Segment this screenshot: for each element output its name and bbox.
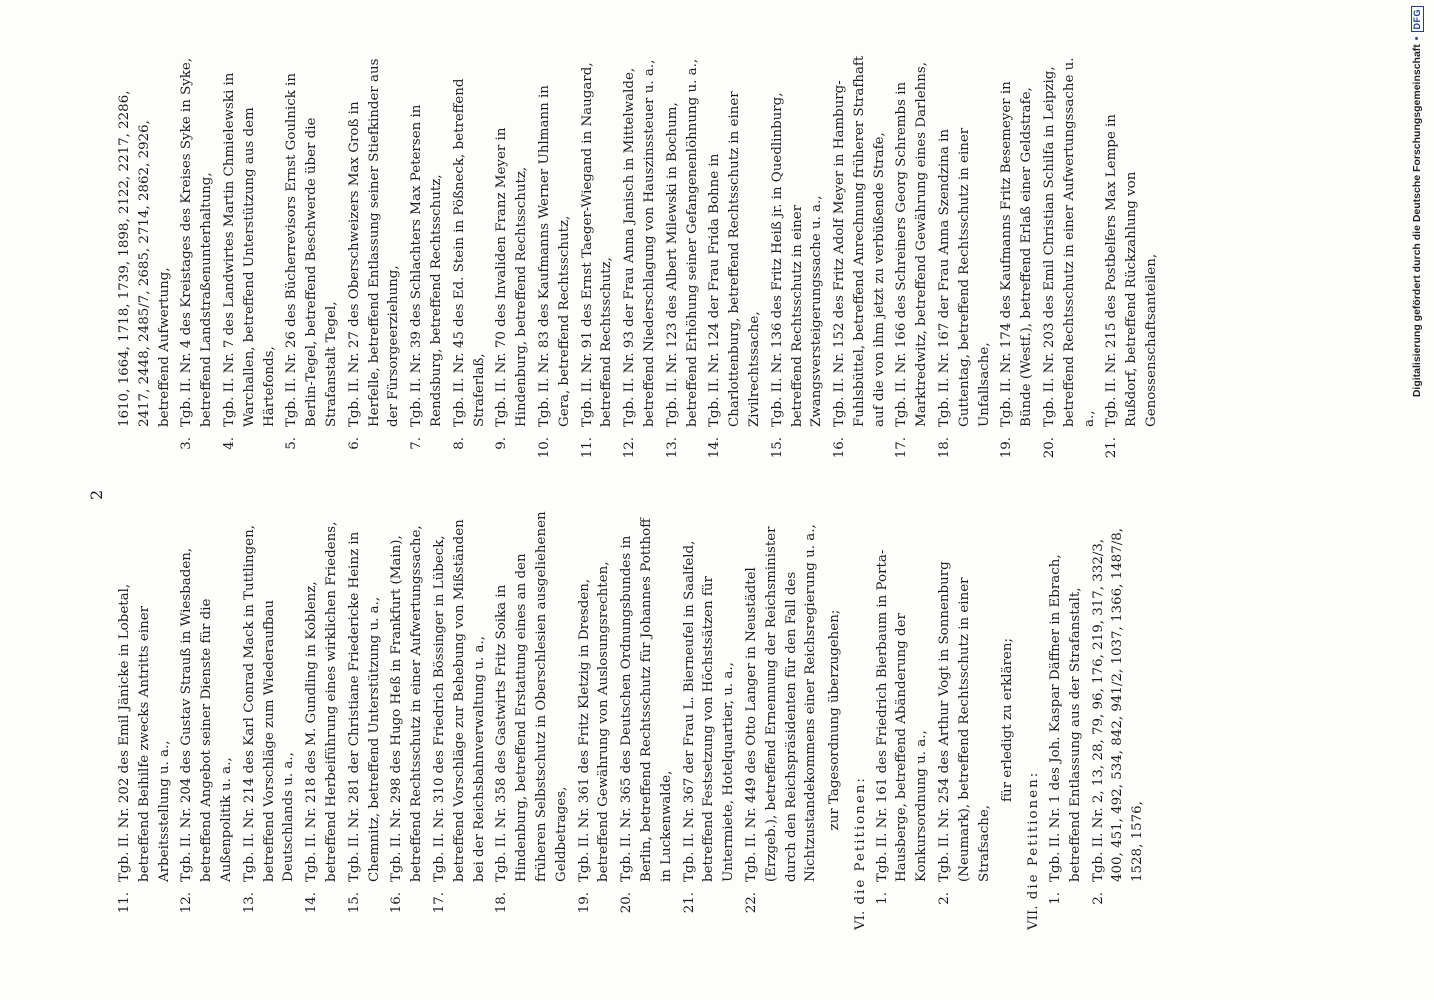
- list-item: [705, 55, 764, 475]
- item-text: Tgb. II. Nr. 152 des Fritz Adolf Meyer in Hamburg-Fuhlsbüttel, betreffend Anrechnung früherer Strafhaft auf die von ihm jetzt zu verbüßende Strafe,: [832, 55, 887, 427]
- section-vi-closing-text: für erledigt zu erklären;: [1000, 638, 1016, 802]
- item-text: Tgb. II. Nr. 449 des Otto Langer in Neustädtel (Erzgeb.), betreffend Ernennung der Reichsminister durch den Reichspräsidenten für den Fall des Nichtzustandekommens einer Reichsregierung u. a.,: [743, 524, 819, 882]
- list-item: [1040, 55, 1099, 475]
- list-item: [935, 510, 994, 930]
- item-number: 12.: [622, 437, 638, 459]
- list-item: [892, 55, 932, 475]
- item-number: 21.: [1104, 437, 1120, 459]
- item-text: Tgb. II. Nr. 93 der Frau Anna Janisch in Mittelwalde, betreffend Niederschlagung von Hauszinssteuer u. a.,: [622, 59, 657, 427]
- list-item: [345, 510, 385, 930]
- item-number: 20.: [619, 892, 635, 914]
- item-text: Tgb. II. Nr. 167 der Frau Anna Szendzina in Guttentag, betreffend Rechtsschutz in einer Unfallsache,: [937, 127, 992, 427]
- item-number: 10.: [536, 437, 552, 459]
- item-text: Tgb. II. Nr. 365 des Deutschen Ordnungsbundes in Berlin, betreffend Rechtsschutz für Johannes Potthoff in Luckenwalde,: [619, 518, 674, 882]
- item-number: 1.: [1048, 892, 1064, 905]
- item-number: 16.: [389, 892, 405, 914]
- list-item: [430, 510, 489, 930]
- item-number: 22.: [743, 892, 759, 914]
- item-number: 16.: [832, 437, 848, 459]
- continuation-text: 1610, 1664, 1718, 1739, 1898, 2122, 2217, 2286, 2417, 2448, 2485/7, 2685, 2714, 2862, 2926, betreffend Aufwertung,: [117, 90, 172, 427]
- list-item: [177, 510, 236, 930]
- list-item: [830, 55, 889, 475]
- section-vi-roman: VI.: [852, 910, 868, 930]
- section-vi-label: die Petitionen:: [852, 776, 868, 905]
- list-item: [680, 510, 739, 930]
- item-text: Tgb. II. Nr. 39 des Schlachters Max Petersen in Rendsburg, betreffend Rechtsschutz,: [409, 104, 444, 427]
- banner-text: Digitalisierung gefördert durch die Deutsche Forschungsgemeinschaft: [1411, 44, 1423, 398]
- item-text: Tgb. II. Nr. 1 des Joh. Kaspar Däffner in Ebrach, betreffend Entlassung aus der Strafanstalt,: [1048, 554, 1083, 882]
- section-vii-list: [1046, 510, 1148, 930]
- item-text: Tgb. II. Nr. 136 des Fritz Heiß jr. in Quedlinburg, betreffend Rechtsschutz in einer Zwangsversteigerungssache u. a.,: [769, 92, 825, 427]
- right-item-list: [177, 55, 1161, 475]
- item-text: Tgb. II. Nr. 361 des Fritz Kletzig in Dresden, betreffend Gewährung von Auslosungsrechten,: [576, 561, 612, 882]
- section-vii-roman: VII.: [1026, 905, 1042, 930]
- section-vii-header: [1024, 510, 1044, 930]
- list-item: [345, 55, 404, 475]
- list-item: [1089, 510, 1148, 930]
- list-item: [578, 55, 618, 475]
- list-item: [177, 55, 217, 475]
- item-number: 9.: [494, 437, 510, 450]
- item-text: Tgb. II. Nr. 91 des Ernst Taeger-Wiegand in Naugard, betreffend Rechtsschutz,: [579, 62, 615, 427]
- item-text: Tgb. II. Nr. 214 des Karl Conrad Mack in Tuttlingen, betreffend Vorschläge zum Wiederaufbau Deutschlands u. a.,: [241, 525, 297, 882]
- item-text: Tgb. II. Nr. 298 des Hugo Heß in Frankfurt (Main), betreffend Rechtsschutz in einer Aufwertungssache,: [389, 525, 425, 882]
- left-column: [115, 510, 1151, 930]
- list-item: [115, 510, 174, 930]
- item-text: Tgb. II. Nr. 27 des Oberschweizers Max Groß in Herfelle, betreffend Entlassung seiner Stiefkinder aus der Fürsorgeerziehung,: [346, 58, 402, 427]
- item-text: Tgb. II. Nr. 161 des Friedrich Bierbaum in Porta-Hausberge, betreffend Abänderung der Konkursordnung u. a.,: [874, 549, 930, 882]
- list-item: [387, 510, 427, 930]
- list-item: [240, 510, 299, 930]
- item-number: 17.: [894, 437, 910, 459]
- list-item: [1046, 510, 1086, 930]
- item-number: 4.: [221, 437, 237, 450]
- item-number: 15.: [346, 892, 362, 914]
- item-text: Tgb. II. Nr. 4 des Kreistages des Kreises Syke in Syke, betreffend Landstraßenunterhaltung,: [179, 57, 215, 427]
- item-text: Tgb. II. Nr. 215 des Postbelfers Max Lempe in Rußdorf, betreffend Rückzahlung von Genossenschaftsanteilen,: [1104, 114, 1160, 427]
- item-number: 5.: [284, 437, 300, 450]
- item-number: 11.: [117, 892, 132, 914]
- item-number: 3.: [179, 437, 195, 450]
- item-text: Tgb. II. Nr. 310 des Friedrich Bössinger in Lübeck, betreffend Vorschläge zur Behebung von Mißständen bei der Reichsbahnverwaltung u. a.,: [431, 519, 487, 882]
- digitization-banner: [1404, 6, 1430, 994]
- list-item: [302, 510, 342, 930]
- item-text: Tgb. II. Nr. 2, 13, 28, 79, 96, 176, 219, 317, 332/3, 400, 451, 492, 534, 842, 941/2, 1037, 1366, 1487/8, 1528, 1576,: [1090, 527, 1146, 882]
- item-text: Tgb. II. Nr. 26 des Bücherrevisors Ernst Goulnick in Berlin-Tegel, betreffend Beschwerde über die Strafanstalt Tegel,: [284, 73, 339, 427]
- item-number: 17.: [431, 892, 447, 914]
- tagesordnung-text: zur Tagesordnung überzugehen;: [827, 609, 843, 831]
- item-text: Tgb. II. Nr. 204 des Gustav Strauß in Wiesbaden, betreffend Angebot seiner Dienste für die Außenpolitik u. a.,: [179, 547, 234, 882]
- list-item: [492, 510, 571, 930]
- item-text: Tgb. II. Nr. 254 des Arthur Vogt in Sonnenburg (Neumark), betreffend Rechtsschutz in einer Strafsache,: [937, 561, 992, 882]
- item-number: 7.: [409, 437, 425, 450]
- list-item: [492, 55, 532, 475]
- item-text: Tgb. II. Nr. 124 der Frau Frida Bohne in Charlottenburg, betreffend Rechtsschutz in einer Zivilrechtssache,: [707, 91, 762, 427]
- item-number: 21.: [681, 892, 697, 914]
- list-item: [1102, 55, 1161, 475]
- item-number: 19.: [999, 437, 1015, 459]
- section-vi-list: [873, 510, 995, 930]
- section-vii-label: die Petitionen:: [1026, 770, 1042, 900]
- section-vi-header: [851, 510, 871, 930]
- list-item: [450, 55, 490, 475]
- item-number: 18.: [494, 892, 510, 914]
- item-number: 13.: [241, 892, 257, 914]
- item-text: Tgb. II. Nr. 358 des Gastwirts Fritz Soika in Hindenburg, betreffend Erstattung eines an den früheren Selbstschutz in Oberschlesien ausgeliehenen Geldbetrages,: [494, 511, 569, 882]
- page-number: 2: [87, 489, 106, 500]
- list-item: [617, 510, 676, 930]
- item-text: Tgb. II. Nr. 123 des Albert Milewski in Bochum, betreffend Erhöhung seiner Gefangenenlöhnung u. a.,: [664, 58, 700, 427]
- item-text: Tgb. II. Nr. 281 der Christiane Friedericke Heinz in Chemnitz, betreffend Unterstützung u. a.,: [346, 531, 382, 882]
- item-number: 15.: [769, 437, 785, 459]
- banner-dot: •: [1411, 36, 1423, 41]
- dfg-logo: DFG: [1411, 6, 1424, 33]
- left-item-list: [115, 510, 821, 930]
- item-number: 2.: [1090, 892, 1106, 905]
- list-item: [742, 510, 821, 930]
- item-number: 8.: [451, 437, 467, 450]
- item-number: 18.: [937, 437, 953, 459]
- item-text: Tgb. II. Nr. 166 des Schreiners Georg Schrembs in Marktredwitz, betreffend Gewährung eines Darlehns,: [894, 61, 930, 427]
- item-number: 14.: [304, 892, 320, 914]
- list-item: [663, 55, 703, 475]
- item-text: Tgb. II. Nr. 7 des Landwirtes Martin Chmielewski in Warchallen, betreffend Unterstützung aus dem Härtefonds,: [221, 72, 277, 427]
- item-text: Tgb. II. Nr. 202 des Emil Jänicke in Lobetal, betreffend Beihilfe zwecks Antritts einer Arbeitsstellung u. a.,: [117, 583, 172, 882]
- list-item: [768, 55, 827, 475]
- item-number: 2.: [937, 892, 953, 905]
- item-number: 12.: [179, 892, 195, 914]
- item-text: Tgb. II. Nr. 45 des Ed. Stein in Pößneck, betreffend Straferlaß,: [451, 78, 487, 427]
- list-item: [220, 55, 279, 475]
- item-number: 13.: [664, 437, 680, 459]
- list-item: [407, 55, 447, 475]
- item-text: Tgb. II. Nr. 70 des Invaliden Franz Meyer in Hindenburg, betreffend Rechtsschutz,: [494, 127, 530, 427]
- item-text: Tgb. II. Nr. 367 der Frau L. Bierneufel in Saalfeld, betreffend Festsetzung von Höchstsätzen für Untermiete, Hotelquartier, u. a.,: [681, 540, 737, 882]
- item-number: 11.: [579, 437, 595, 459]
- tagesordnung-line: [825, 510, 845, 930]
- section-vi-closing: [998, 510, 1018, 930]
- list-item: [620, 55, 660, 475]
- item-number: 19.: [576, 892, 592, 914]
- item-text: Tgb. II. Nr. 218 des M. Gundling in Koblenz, betreffend Herbeiführung eines wirklichen Friedens,: [304, 521, 339, 882]
- list-item: [575, 510, 615, 930]
- list-item: [282, 55, 341, 475]
- item-number: 1.: [874, 892, 890, 905]
- item-text: Tgb. II. Nr. 203 des Emil Christian Schilfa in Leipzig, betreffend Rechtsschutz in einer Aufwertungssache u. a.,: [1042, 57, 1097, 427]
- item-number: 14.: [707, 437, 723, 459]
- item-number: 20.: [1042, 437, 1058, 459]
- list-item: [935, 55, 994, 475]
- list-item: [873, 510, 932, 930]
- list-item: [535, 55, 575, 475]
- item-text: Tgb. II. Nr. 174 des Kaufmanns Fritz Besemeyer in Bünde (Westf.), betreffend Erlaß einer Geldstrafe,: [999, 81, 1035, 427]
- item-number: 6.: [346, 437, 362, 450]
- list-item: [997, 55, 1037, 475]
- right-column: [115, 55, 1165, 475]
- rotated-document-page: [87, 50, 1308, 930]
- item-text: Tgb. II. Nr. 83 des Kaufmanns Werner Uhlmann in Gera, betreffend Rechtsschutz,: [536, 85, 572, 427]
